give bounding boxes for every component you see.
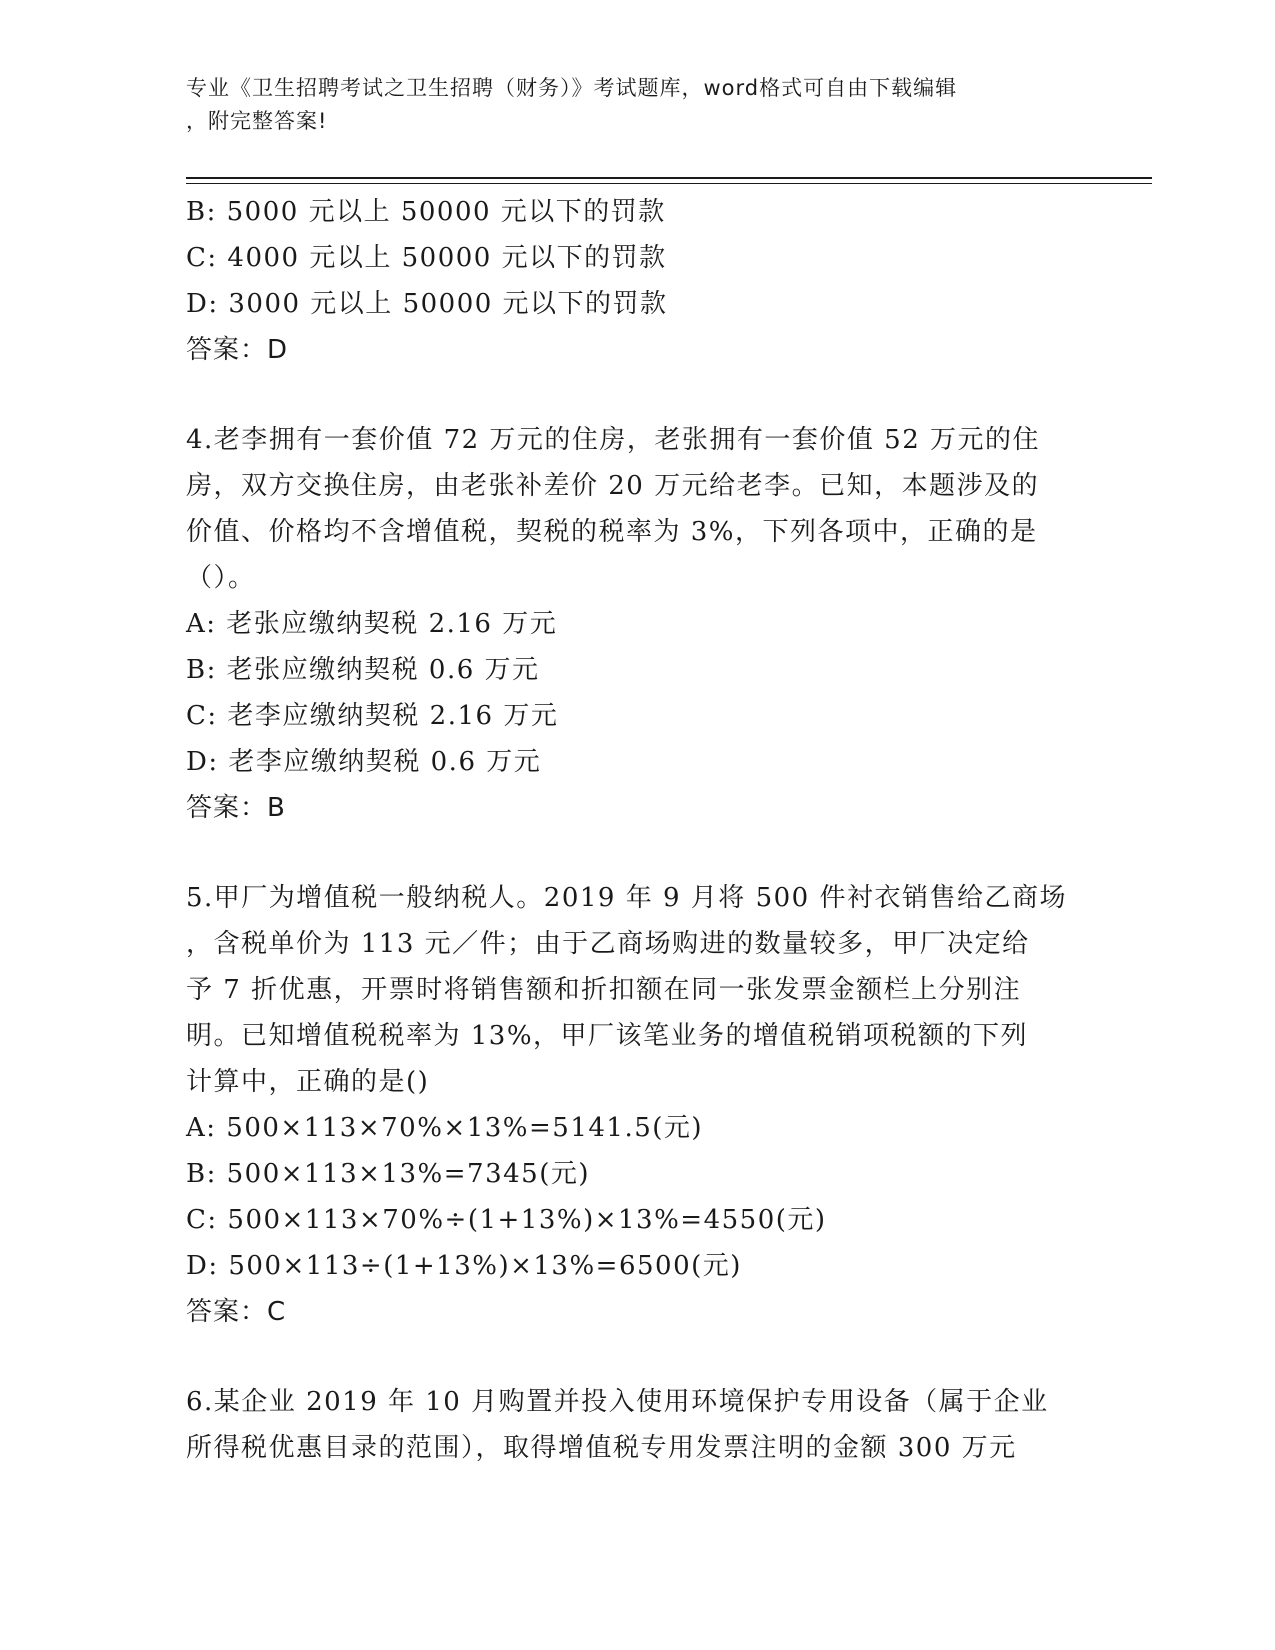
question-3-tail xyxy=(186,189,1086,373)
question-stem-line: 价值、价格均不含增值税，契税的税率为 3%，下列各项中，正确的是 xyxy=(186,517,1038,547)
header-title-line-1: 专业《卫生招聘考试之卫生招聘（财务）》考试题库，word格式可自由下载编辑 xyxy=(186,76,958,100)
option-c: C: 500×113×70%÷(1+13%)×13%=4550(元) xyxy=(186,1205,827,1235)
question-stem-line: 4.老李拥有一套价值 72 万元的住房，老张拥有一套价值 52 万元的住 xyxy=(186,425,1041,455)
question-spacer xyxy=(186,373,1086,417)
option-c: C: 4000 元以上 50000 元以下的罚款 xyxy=(186,243,667,273)
option-b: B: 500×113×13%=7345(元) xyxy=(186,1159,590,1189)
question-spacer xyxy=(186,831,1086,875)
option-d: D: 500×113÷(1+13%)×13%=6500(元) xyxy=(186,1251,742,1281)
option-a: A: 500×113×70%×13%=5141.5(元) xyxy=(186,1113,704,1143)
question-stem-line: 明。已知增值税税率为 13%，甲厂该笔业务的增值税销项税额的下列 xyxy=(186,1021,1029,1051)
header-divider-thick xyxy=(186,177,1152,179)
question-stem-line: 计算中，正确的是() xyxy=(186,1067,430,1097)
option-a: A: 老张应缴纳契税 2.16 万元 xyxy=(186,609,558,639)
question-stem-line: （）。 xyxy=(186,563,256,593)
question-stem-line: 所得税优惠目录的范围），取得增值税专用发票注明的金额 300 万元 xyxy=(186,1433,1017,1463)
option-d: D: 3000 元以上 50000 元以下的罚款 xyxy=(186,289,668,319)
answer-line: 答案：B xyxy=(186,793,286,823)
question-spacer xyxy=(186,1335,1086,1379)
question-6 xyxy=(186,1379,1086,1471)
answer-line: 答案：D xyxy=(186,335,289,365)
question-stem-line: 予 7 折优惠，开票时将销售额和折扣额在同一张发票金额栏上分别注 xyxy=(186,975,1022,1005)
option-b: B: 5000 元以上 50000 元以下的罚款 xyxy=(186,197,666,227)
header-title-line-2: ，附完整答案! xyxy=(186,109,328,133)
header-divider-thin xyxy=(186,183,1152,184)
question-content xyxy=(186,189,1086,1471)
question-4 xyxy=(186,417,1086,831)
question-stem-line: 6.某企业 2019 年 10 月购置并投入使用环境保护专用设备（属于企业 xyxy=(186,1387,1049,1417)
question-stem-line: 5.甲厂为增值税一般纳税人。2019 年 9 月将 500 件衬衣销售给乙商场 xyxy=(186,883,1067,913)
option-d: D: 老李应缴纳契税 0.6 万元 xyxy=(186,747,542,777)
option-c: C: 老李应缴纳契税 2.16 万元 xyxy=(186,701,559,731)
option-b: B: 老张应缴纳契税 0.6 万元 xyxy=(186,655,540,685)
answer-line: 答案：C xyxy=(186,1297,287,1327)
question-stem-line: ，含税单价为 113 元／件；由于乙商场购进的数量较多，甲厂决定给 xyxy=(186,929,1030,959)
page-header xyxy=(186,72,1066,138)
question-stem-line: 房，双方交换住房，由老张补差价 20 万元给老李。已知，本题涉及的 xyxy=(186,471,1040,501)
question-5 xyxy=(186,875,1086,1335)
